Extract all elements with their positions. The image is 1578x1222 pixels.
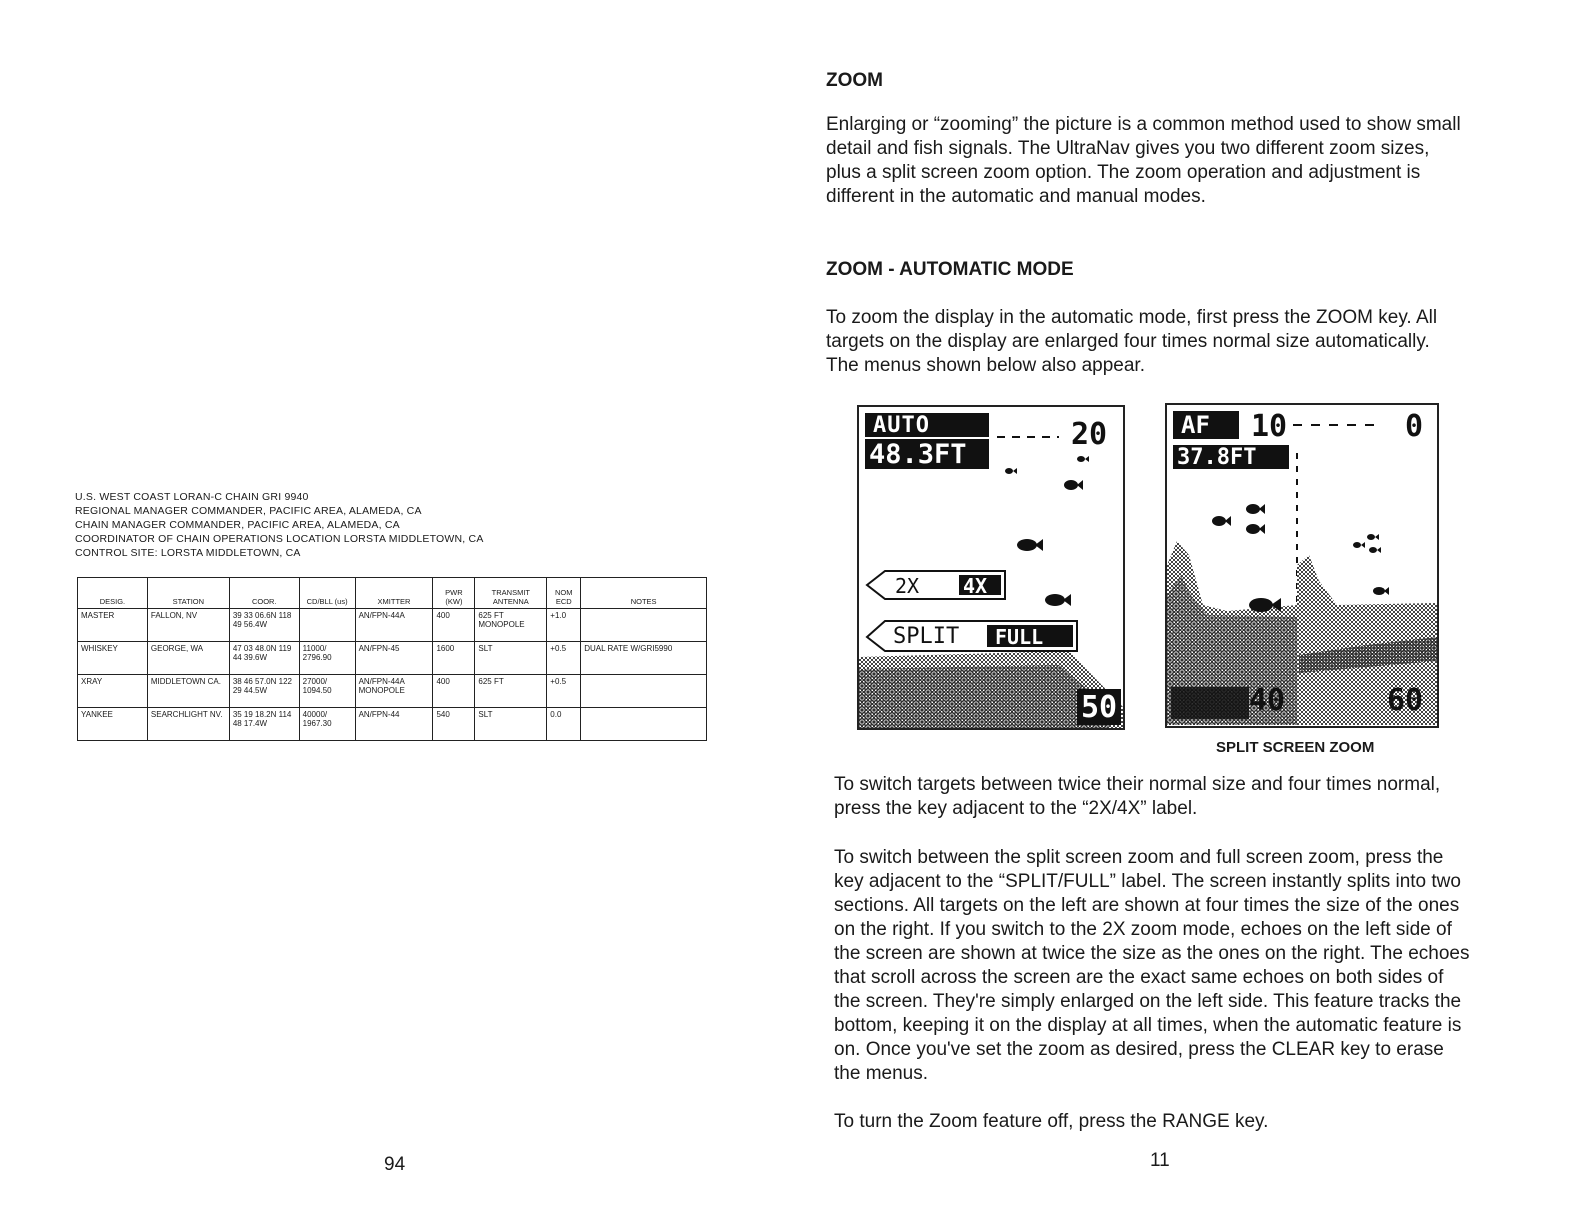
column-header: COOR.: [229, 578, 299, 609]
table-row: [78, 708, 707, 741]
zoom-top-range-label: 10: [1251, 409, 1288, 444]
figure-caption: SPLIT SCREEN ZOOM: [1216, 739, 1375, 756]
zoom-heading: ZOOM: [826, 70, 883, 91]
depth-readout: 37.8FT: [1177, 445, 1257, 470]
depth-readout: 48.3FT: [869, 439, 967, 470]
bottom-range-label: 50: [1081, 690, 1118, 725]
right-page-number: 11: [1150, 1150, 1170, 1171]
column-header: XMITTER: [355, 578, 433, 609]
table-cell: DUAL RATE W/GRI5990: [581, 642, 707, 675]
table-cell: 27000/ 1094.50: [299, 675, 355, 708]
header-line: CONTROL SITE: LORSTA MIDDLETOWN, CA: [75, 547, 301, 559]
zoom-bottom-range-label: 40: [1249, 683, 1286, 718]
auto-mode-label: AF: [1181, 411, 1210, 439]
table-cell: +1.0: [547, 609, 581, 642]
table-cell: AN/FPN-44A MONOPOLE: [355, 675, 433, 708]
zoom-intro-paragraph: Enlarging or “zooming” the picture is a common method used to show small detail and fish signals. The UltraNav gives you two different zoom sizes, plus a split screen zoom option. The zoom operation and adjustment is different in the automatic and manual modes.: [826, 114, 1461, 207]
zoom-4x-option: 4X: [963, 574, 988, 598]
table-cell: 1600: [433, 642, 475, 675]
table-header-row: [78, 578, 707, 609]
table-cell: 400: [433, 609, 475, 642]
split-full-paragraph: To switch between the split screen zoom and full screen zoom, press the key adjacent to the “SPLIT/FULL” label. The screen instantly splits into two sections. All targets on the left are shown at four times the size of the ones on the right. If you switch to the 2X zoom mode, echoes on the left side of the screen are shown at twice the size as the ones on the right. The echoes that scroll across the screen are the exact same echoes on both sides of the screen. They're simply enlarged on the left side. This feature tracks the bottom, keeping it on the display at all times, when the automatic feature is on. Once you've set the zoom as desired, press the CLEAR key to erase the menus.: [834, 847, 1470, 1084]
table-cell: +0.5: [547, 642, 581, 675]
table-cell: XRAY: [78, 675, 148, 708]
switch-size-paragraph: To switch targets between twice their normal size and four times normal, press the key adjacent to the “2X/4X” label.: [834, 774, 1441, 819]
bottom-range-label: 60: [1387, 683, 1424, 718]
header-line: CHAIN MANAGER COMMANDER, PACIFIC AREA, ALAMEDA, CA: [75, 519, 400, 531]
loran-chain-header: [75, 490, 484, 560]
table-cell: 0.0: [547, 708, 581, 741]
table-cell: [299, 609, 355, 642]
table-cell: MIDDLETOWN CA.: [147, 675, 229, 708]
column-header: STATION: [147, 578, 229, 609]
table-row: [78, 642, 707, 675]
table-cell: 40000/ 1967.30: [299, 708, 355, 741]
zoom-automatic-heading: ZOOM - AUTOMATIC MODE: [826, 259, 1074, 280]
column-header: NOTES: [581, 578, 707, 609]
table-cell: SEARCHLIGHT NV.: [147, 708, 229, 741]
table-cell: MASTER: [78, 609, 148, 642]
table-cell: 35 19 18.2N 114 48 17.4W: [229, 708, 299, 741]
table-cell: AN/FPN-44: [355, 708, 433, 741]
table-cell: 47 03 48.0N 119 44 39.6W: [229, 642, 299, 675]
table-cell: YANKEE: [78, 708, 148, 741]
header-line: REGIONAL MANAGER COMMANDER, PACIFIC AREA, ALAMEDA, CA: [75, 505, 422, 517]
table-cell: SLT: [475, 642, 547, 675]
table-cell: [581, 609, 707, 642]
header-line: COORDINATOR OF CHAIN OPERATIONS LOCATION LORSTA MIDDLETOWN, CA: [75, 533, 484, 545]
table-cell: AN/FPN-44A: [355, 609, 433, 642]
table-cell: GEORGE, WA: [147, 642, 229, 675]
column-header: NOM ECD: [547, 578, 581, 609]
zoom-automatic-paragraph: To zoom the display in the automatic mode, first press the ZOOM key. All targets on the display are enlarged four times normal size automatically. The menus shown below also appear.: [826, 307, 1438, 376]
loran-station-table: [77, 577, 707, 741]
column-header: CD/BLL (us): [299, 578, 355, 609]
table-cell: 11000/ 2796.90: [299, 642, 355, 675]
table-cell: SLT: [475, 708, 547, 741]
table-cell: 39 33 06.6N 118 49 56.4W: [229, 609, 299, 642]
header-line: U.S. WEST COAST LORAN-C CHAIN GRI 9940: [75, 491, 309, 503]
column-header: PWR (KW): [433, 578, 475, 609]
sonar-screen-split-zoom: [1165, 403, 1439, 728]
table-cell: 625 FT: [475, 675, 547, 708]
left-page-number: 94: [384, 1154, 406, 1175]
table-cell: WHISKEY: [78, 642, 148, 675]
table-cell: +0.5: [547, 675, 581, 708]
table-cell: [581, 675, 707, 708]
table-cell: 38 46 57.0N 122 29 44.5W: [229, 675, 299, 708]
auto-mode-label: AUTO: [873, 413, 930, 438]
column-header: TRANSMIT ANTENNA: [475, 578, 547, 609]
zoom-off-paragraph: To turn the Zoom feature off, press the RANGE key.: [834, 1111, 1269, 1132]
zoom-2x-option: 2X: [895, 574, 920, 598]
top-range-label: 0: [1405, 409, 1424, 444]
full-option: FULL: [995, 625, 1044, 649]
column-header: DESIG.: [78, 578, 148, 609]
table-cell: 540: [433, 708, 475, 741]
split-option: SPLIT: [893, 624, 960, 649]
top-range-label: 20: [1071, 417, 1108, 452]
sonar-screen-full-zoom: [857, 405, 1125, 730]
table-cell: AN/FPN-45: [355, 642, 433, 675]
table-cell: FALLON, NV: [147, 609, 229, 642]
table-cell: 625 FT MONOPOLE: [475, 609, 547, 642]
table-row: [78, 675, 707, 708]
table-cell: 400: [433, 675, 475, 708]
table-row: [78, 609, 707, 642]
table-cell: [581, 708, 707, 741]
